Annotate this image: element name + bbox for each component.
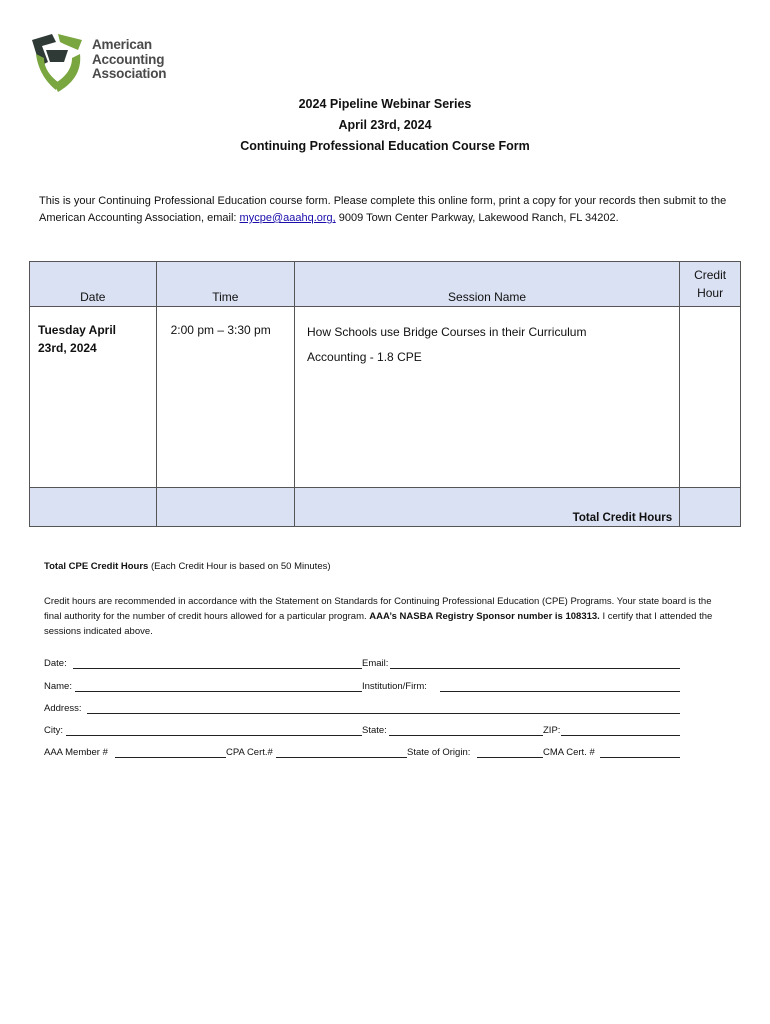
aaa-logo: [28, 32, 188, 94]
total-credit-hours-label: Total Credit Hours: [295, 488, 680, 527]
date-field[interactable]: [73, 668, 362, 669]
header-credit-hour: [680, 262, 741, 307]
zip-field[interactable]: [561, 735, 680, 736]
certification-statement: [44, 594, 724, 639]
total-empty-cell-1: [30, 488, 157, 527]
aaa-member-label: AAA Member #: [44, 747, 108, 758]
state-field[interactable]: [389, 735, 543, 736]
city-label: City:: [44, 725, 63, 736]
logo-line-2: Accounting: [92, 51, 165, 67]
intro-text-1: This is your Continuing Professional Education course form. Please complete this online form, print a copy for your records then submit to the American Accounting Association, email:: [39, 195, 727, 224]
email-link[interactable]: mycpe@aaahq.org,: [239, 212, 336, 224]
form-row-address: [44, 703, 680, 717]
form-row-city-state-zip: [44, 725, 680, 739]
email-field[interactable]: [390, 668, 680, 669]
total-empty-cell-2: [156, 488, 294, 527]
sessions-table: [29, 261, 741, 527]
statement-end: I certify that I attended the sessions indicated above.: [44, 611, 713, 637]
header-credit-line-2: Hour: [697, 286, 724, 300]
sponsor-number: AAA’s NASBA Registry Sponsor number is 108313.: [369, 611, 600, 622]
header-session-name: Session Name: [295, 262, 680, 307]
cpe-note-text: (Each Credit Hour is based on 50 Minutes): [148, 561, 331, 572]
attendee-form: [44, 560, 724, 639]
table-row: [30, 307, 741, 488]
date-label: Date:: [44, 658, 67, 669]
statement-text: Credit hours are recommended in accordance with the Statement on Standards for Continuing Professional Education (CPE) Programs. Your state board is the final authority for the number of credit hours allowed for a particular program.: [44, 596, 712, 622]
state-of-origin-field[interactable]: [477, 757, 543, 758]
institution-field[interactable]: [440, 691, 680, 692]
cpe-note-bold: Total CPE Credit Hours: [44, 561, 149, 572]
total-credit-hours-input[interactable]: [680, 488, 741, 527]
logo-line-1: American: [92, 37, 152, 52]
state-of-origin-label: State of Origin:: [407, 747, 471, 758]
address-label: Address:: [44, 703, 82, 714]
total-row: [30, 488, 741, 527]
aaa-logo-mark-icon: [28, 32, 86, 94]
logo-line-3: Association: [92, 66, 167, 81]
state-label: State:: [362, 725, 387, 736]
header-time: Time: [156, 262, 294, 307]
name-label: Name:: [44, 681, 72, 692]
cma-cert-label: CMA Cert. #: [543, 747, 595, 758]
header-date: Date: [30, 262, 157, 307]
event-date: April 23rd, 2024: [338, 118, 432, 132]
header-credit-line-1: Credit: [694, 268, 727, 282]
intro-paragraph: [39, 193, 739, 227]
cpa-cert-label: CPA Cert.#: [226, 747, 273, 758]
email-label: Email:: [362, 658, 389, 669]
intro-text-2: 9009 Town Center Parkway, Lakewood Ranch, FL 34202.: [335, 212, 619, 224]
form-title: Continuing Professional Education Course Form: [240, 139, 530, 153]
form-heading: [0, 94, 770, 157]
aaa-member-field[interactable]: [115, 757, 226, 758]
address-field[interactable]: [87, 713, 680, 714]
cma-cert-field[interactable]: [600, 757, 680, 758]
aaa-logo-wordmark: [92, 38, 166, 82]
form-row-certifications: [44, 747, 680, 761]
institution-label: Institution/Firm:: [362, 681, 427, 692]
cpa-cert-field[interactable]: [276, 757, 407, 758]
form-row-date-email: [44, 658, 680, 672]
name-field[interactable]: [75, 691, 362, 692]
session-time-cell: 2:00 pm – 3:30 pm: [156, 307, 294, 488]
zip-label: ZIP:: [543, 725, 561, 736]
session-name-line-1: How Schools use Bridge Courses in their Curriculum: [307, 325, 587, 339]
series-title: 2024 Pipeline Webinar Series: [298, 97, 472, 111]
session-date-cell: [30, 307, 157, 488]
session-name-line-2: Accounting - 1.8 CPE: [307, 350, 422, 364]
form-row-name-institution: [44, 681, 680, 695]
session-date-line-1: Tuesday April: [38, 323, 117, 337]
session-name-cell: [295, 307, 680, 488]
session-date-line-2: 23rd, 2024: [38, 341, 97, 355]
table-header-row: [30, 262, 741, 307]
cpe-note: [44, 560, 724, 574]
city-field[interactable]: [66, 735, 362, 736]
credit-hour-input-cell[interactable]: [680, 307, 741, 488]
